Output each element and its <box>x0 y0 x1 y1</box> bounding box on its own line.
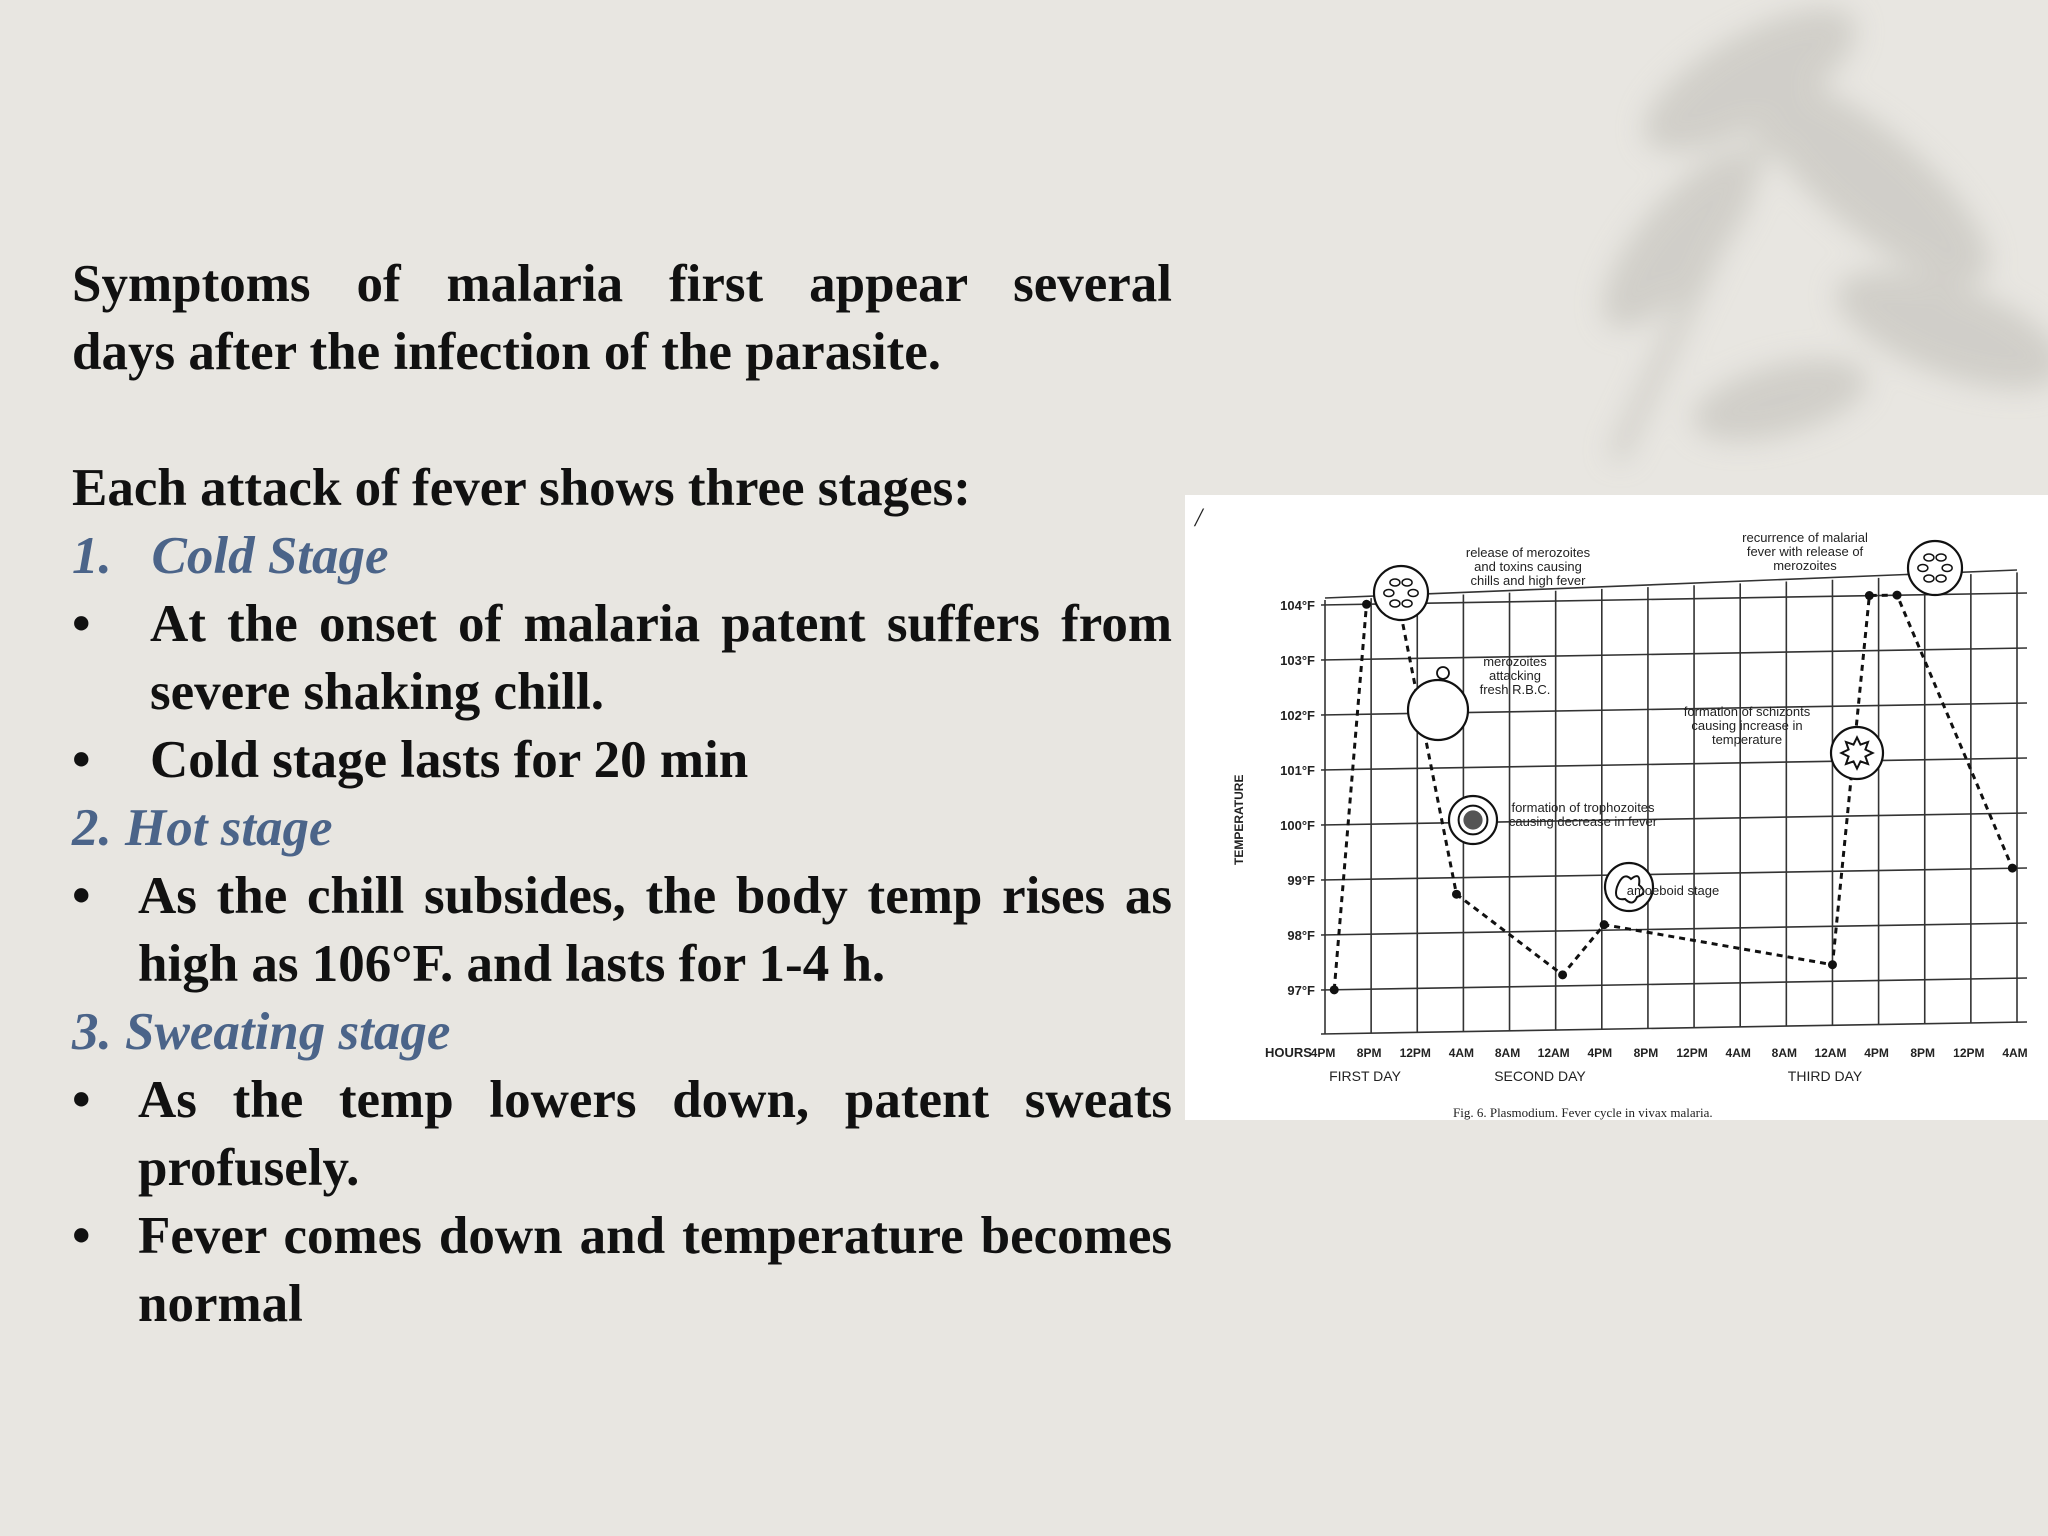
curve-point <box>1558 970 1567 979</box>
curve-point <box>1865 591 1874 600</box>
x-tick-label: 4PM <box>1864 1046 1889 1060</box>
bullet-text: Cold stage lasts for 20 min <box>150 731 749 789</box>
x-tick-label: 12PM <box>1399 1046 1431 1060</box>
stage-2-number: 2. <box>72 799 112 857</box>
curve-point <box>2008 864 2017 873</box>
x-tick-label: 8PM <box>1910 1046 1936 1060</box>
day-label: FIRST DAY <box>1329 1068 1401 1084</box>
curve-point <box>1893 591 1902 600</box>
y-axis-label: TEMPERATURE <box>1232 774 1246 865</box>
recurrence-cell <box>1908 541 1962 595</box>
fresh-rbc-cell <box>1408 680 1468 740</box>
stage-3-heading <box>72 998 1172 1066</box>
slide-text <box>72 250 1172 1338</box>
figure-caption: Fig. 6. Plasmodium. Fever cycle in vivax malaria. <box>1453 1105 1713 1120</box>
y-tick-label: 97°F <box>1287 983 1315 998</box>
bullet-dot: • <box>72 867 91 925</box>
x-tick-label: 12AM <box>1537 1046 1570 1060</box>
x-tick-label: 12PM <box>1953 1046 1985 1060</box>
x-tick-label: 4AM <box>1725 1046 1751 1060</box>
stage-1-bullet-2 <box>72 726 1172 794</box>
curve-point <box>1362 600 1371 609</box>
curve-point <box>1828 960 1837 969</box>
bullet-text: At the onset of malaria patent suffers from severe shaking chill. <box>150 595 1172 721</box>
grid-line-horizontal <box>1321 1022 2027 1034</box>
annotation-3: formation of schizonts causing increase in temperature <box>1683 704 1811 747</box>
x-tick-label: 8PM <box>1356 1046 1382 1060</box>
stage-1-heading <box>72 522 1172 590</box>
stage-3-number: 3. <box>72 1003 112 1061</box>
bullet-dot: • <box>72 1071 91 1129</box>
annotation-1: recurrence of malarial fever with release of merozoites <box>1742 530 1868 573</box>
stage-2-title: Hot stage <box>125 799 333 857</box>
grid-line-horizontal <box>1321 813 2027 825</box>
y-tick-label: 102°F <box>1280 708 1315 723</box>
annotation-2: merozoites attacking fresh R.B.C. <box>1479 654 1551 697</box>
merozoite-release-cell <box>1374 566 1428 620</box>
curve-point <box>1600 920 1609 929</box>
day-label: THIRD DAY <box>1787 1068 1863 1084</box>
y-tick-label: 99°F <box>1287 873 1315 888</box>
x-tick-label: 4PM <box>1310 1046 1336 1060</box>
hours-label: HOURS <box>1265 1045 1312 1060</box>
stage-1-title: Cold Stage <box>151 527 389 585</box>
bullet-dot: • <box>72 731 91 789</box>
x-tick-label: 8PM <box>1633 1046 1659 1060</box>
annotation-4: formation of trophozoites causing decrease in fever <box>1508 800 1658 829</box>
y-tick-label: 104°F <box>1280 598 1315 613</box>
x-tick-label: 8AM <box>1771 1046 1798 1060</box>
grid-line-horizontal <box>1321 868 2027 880</box>
merozoite-small <box>1437 667 1449 679</box>
y-tick-label: 103°F <box>1280 653 1315 668</box>
bullet-text: Fever comes down and temperature becomes normal <box>138 1207 1172 1333</box>
figure-corner-mark: / <box>1195 503 1203 532</box>
stage-3-title: Sweating stage <box>125 1003 451 1061</box>
grid-line-horizontal <box>1321 923 2027 935</box>
x-tick-label: 12PM <box>1676 1046 1708 1060</box>
curve-point <box>1452 890 1461 899</box>
schizont-cell <box>1831 727 1883 779</box>
stage-2-heading <box>72 794 1172 862</box>
curve-point <box>1330 985 1339 994</box>
stage-1-number: 1. <box>72 527 112 585</box>
stage-2-bullet-1 <box>72 862 1172 998</box>
fever-cycle-diagram <box>1185 495 2048 1120</box>
y-tick-label: 98°F <box>1287 928 1315 943</box>
x-tick-label: 8AM <box>1494 1046 1521 1060</box>
stage-3-bullet-1 <box>72 1066 1172 1202</box>
bullet-dot: • <box>72 1207 91 1265</box>
x-tick-label: 4AM <box>1448 1046 1475 1060</box>
x-tick-label: 12AM <box>1814 1046 1847 1060</box>
bullet-text: As the chill subsides, the body temp rises as high as 106°F. and lasts for 1-4 h. <box>138 867 1172 993</box>
grid-line-horizontal <box>1321 978 2027 990</box>
grid-line-horizontal <box>1321 758 2027 770</box>
x-tick-label: 4AM <box>2002 1046 2028 1060</box>
leaf-shadow-decoration <box>1450 0 2048 520</box>
fever-cycle-figure <box>1185 495 2048 1120</box>
intro-line-1: Symptoms of malaria first appear several <box>72 255 1172 313</box>
x-tick-label: 4PM <box>1587 1046 1613 1060</box>
trophozoite-cell-nucleus <box>1463 810 1482 829</box>
bullet-text: As the temp lowers down, patent sweats profusely. <box>138 1071 1172 1197</box>
stages-intro: Each attack of fever shows three stages: <box>72 459 971 517</box>
stage-3-bullet-2 <box>72 1202 1172 1338</box>
annotation-5: amoeboid stage <box>1626 883 1720 898</box>
y-tick-label: 100°F <box>1280 818 1315 833</box>
bullet-dot: • <box>72 595 91 653</box>
y-tick-label: 101°F <box>1280 763 1315 778</box>
stage-1-bullet-1 <box>72 590 1172 726</box>
intro-line-2: days after the infection of the parasite. <box>72 323 941 381</box>
day-label: SECOND DAY <box>1494 1068 1586 1084</box>
annotation-0: release of merozoites and toxins causing chills and high fever <box>1465 545 1591 588</box>
